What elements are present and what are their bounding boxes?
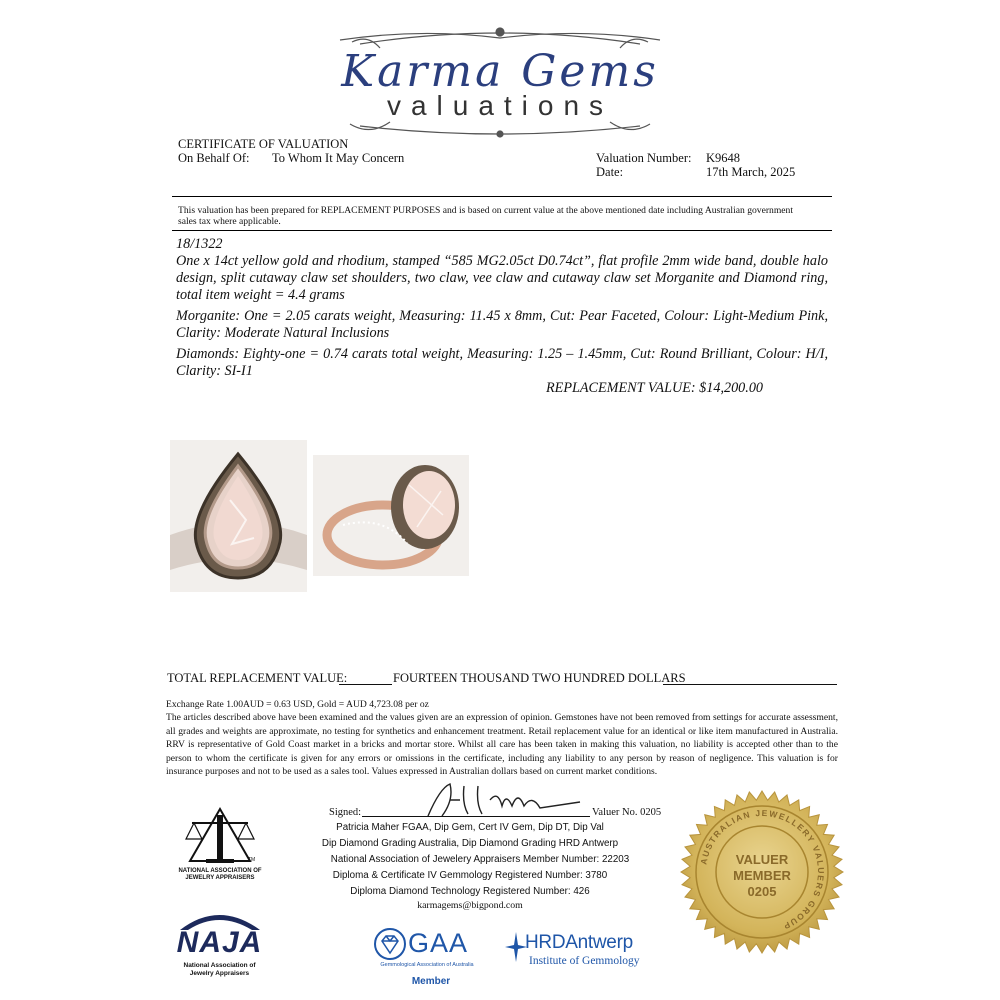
date-value: 17th March, 2025: [706, 165, 796, 179]
bottom-flourish: [350, 122, 650, 137]
karma-gems-logo: [300, 18, 700, 140]
naja-subtitle-2: Jewelry Appraisers: [189, 970, 250, 977]
seal-ring-text: AUSTRALIAN JEWELLERY VALUERS GROUP: [698, 807, 827, 932]
hrd-antwerp-logo: [505, 930, 665, 976]
ring-photo-front: [170, 440, 307, 592]
brand-subtitle: valuations: [386, 90, 614, 121]
seal-line-1: VALUER: [735, 852, 789, 867]
naja-scales-logo: [170, 805, 270, 885]
contact-email: karmagems@bigpond.com: [417, 900, 523, 911]
naja-subtitle: [172, 962, 267, 978]
valuer-number: Valuer No. 0205: [592, 807, 662, 818]
total-value-words: FOURTEEN THOUSAND TWO HUNDRED DOLLARS: [393, 671, 686, 685]
morganite-details: Morganite: One = 2.05 carats weight, Measuring: 11.45 x 8mm, Cut: Pear Faceted, Colour: Light-Medium Pink, Clarity: Moderate Natural Inclusions: [176, 308, 828, 341]
valuation-number-label: Valuation Number:: [596, 151, 692, 165]
handwritten-signature: [420, 780, 590, 820]
credential-line-1: Patricia Maher FGAA, Dip Gem, Cert IV Gem, Dip DT, Dip Val: [336, 822, 604, 833]
date-label: Date:: [596, 165, 624, 179]
disclaimer-text: The articles described above have been examined and the values given are an expression of opinion. Gemstones have not been removed from settings for accurate assessment, all grades and weights are approximate, no testing for synthetics and enhancement treatment. Retail replacement value for an identical or like item manufactured in Australia. RRV is representative of Gold Coast market in a bricks and mortar store. Whilst all care has been taken in making this valuation, no liability is accepted other than to the person to whom the certificate is given for any errors or omissions in the certificate, including any liability to any person by reason of negligence. This valuation is for insurance purposes and not to be used as a sales tool. Values expressed in Australian dollars based on current market conditions.: [166, 712, 838, 777]
naja-wordmark: NAJA: [176, 926, 263, 959]
hrd-star-icon: [505, 932, 527, 962]
hrd-subtitle: Institute of Gemmology: [529, 955, 640, 967]
item-reference: 18/1322: [176, 236, 223, 252]
brand-script: Karma Gems: [341, 46, 659, 97]
credential-line-2: Dip Diamond Grading Australia, Dip Diamond Grading HRD Antwerp: [321, 838, 619, 849]
total-value-label: TOTAL REPLACEMENT VALUE:: [167, 671, 348, 685]
gaa-subtitle: Gemmological Association of Australia: [380, 962, 474, 968]
ring-photo-side: [313, 455, 469, 576]
signed-label: Signed:: [329, 807, 362, 818]
diamond-details: Diamonds: Eighty-one = 0.74 carats total weight, Measuring: 1.25 – 1.45mm, Cut: Round Brilliant, Colour: H/I, Clarity: SI-I1: [176, 346, 828, 379]
seal-line-2: MEMBER: [733, 868, 791, 883]
total-value-row: [167, 671, 837, 687]
seal-line-3: 0205: [747, 884, 777, 899]
top-flourish: [340, 28, 660, 48]
credential-line-3: National Association of Jewelery Appraisers Member Number: 22203: [330, 854, 630, 865]
item-description: One x 14ct yellow gold and rhodium, stamped “585 MG2.05ct D0.74ct”, flat profile 2mm wide band, double halo design, split cutaway claw set shoulders, two claw, vee claw and cutaway claw set Morganite and Diamond ring, total item weight = 4.4 grams: [176, 253, 828, 303]
exchange-rate: Exchange Rate 1.00AUD = 0.63 USD, Gold = AUD 4,723.08 per oz: [166, 699, 429, 710]
naja-seal-caption-1: NATIONAL ASSOCIATION OF: [178, 868, 262, 874]
gaa-wordmark: GAA: [408, 928, 469, 958]
behalf-label: On Behalf Of:: [178, 151, 250, 165]
naja-seal-caption: [170, 868, 270, 882]
valuation-number: K9648: [706, 151, 741, 165]
purpose-divider: [172, 230, 832, 231]
purpose-line-2: sales tax where applicable.: [178, 216, 281, 227]
header-divider: [172, 196, 832, 197]
naja-logo: [172, 908, 267, 988]
naja-subtitle-1: National Association of: [183, 962, 256, 969]
gaa-logo: [372, 928, 482, 990]
valuer-member-seal: [680, 790, 844, 954]
behalf-value: To Whom It May Concern: [272, 151, 405, 165]
naja-tm: TM: [248, 857, 256, 863]
gaa-member: Member: [411, 976, 451, 987]
hrd-wordmark: HRDAntwerp: [525, 932, 633, 953]
gaa-diamond-icon: [374, 928, 406, 960]
credential-line-5: Diploma Diamond Technology Registered Number: 426: [350, 886, 590, 897]
certificate-title: CERTIFICATE OF VALUATION: [178, 137, 349, 151]
naja-seal-caption-2: JEWELRY APPRAISERS: [185, 875, 255, 881]
credential-line-4: Diploma & Certificate IV Gemmology Registered Number: 3780: [332, 870, 608, 881]
purpose-line-1: This valuation has been prepared for REPLACEMENT PURPOSES and is based on current value at the above mentioned date including Australian government: [178, 205, 794, 216]
total-underline-2: [663, 684, 837, 685]
replacement-value: REPLACEMENT VALUE: $14,200.00: [546, 380, 764, 396]
